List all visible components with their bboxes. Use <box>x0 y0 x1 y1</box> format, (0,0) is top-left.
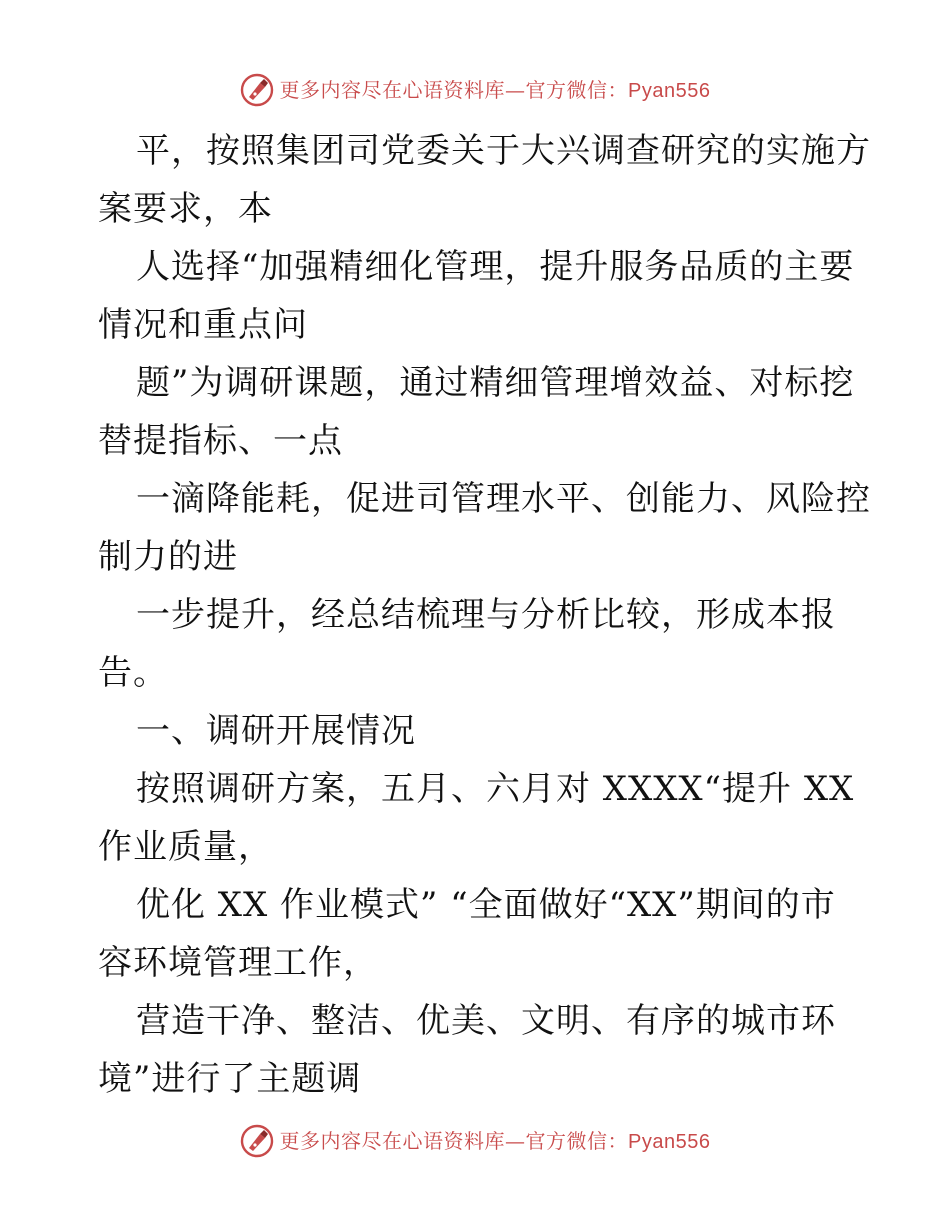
paragraph: 人选择“加强精细化管理，提升服务品质的主要 情况和重点问 <box>98 247 855 345</box>
watermark-text: 更多内容尽在心语资料库—官方微信：Pyan556 <box>279 77 711 102</box>
paragraph: 一步提升，经总结梳理与分析比较，形成本报 告。 <box>98 595 836 693</box>
paragraph: 营造干净、整洁、优美、文明、有序的城市环 境”进行了主题调 <box>98 1001 836 1099</box>
paragraph: 一滴降能耗，促进司管理水平、创能力、风险控 制力的进 <box>98 479 871 577</box>
watermark-text: 更多内容尽在心语资料库—官方微信：Pyan556 <box>279 1128 711 1153</box>
header-watermark <box>0 68 950 112</box>
wechat-id: Pyan556 <box>628 79 711 102</box>
paragraph: 优化 XX 作业模式” “全面做好“XX”期间的市 容环境管理工作， <box>98 885 836 983</box>
wechat-id: Pyan556 <box>628 1130 711 1153</box>
paragraph: 平，按照集团司党委关于大兴调查研究的实施方 案要求，本 <box>98 131 871 229</box>
pen-nib-seal-icon <box>240 73 274 107</box>
paragraph: 题”为调研课题，通过精细管理增效益、对标挖 替提指标、一点 <box>98 363 855 461</box>
paragraph: 按照调研方案，五月、六月对 XXXX“提升 XX 作业质量， <box>98 769 855 867</box>
pen-nib-seal-icon <box>240 1124 274 1158</box>
footer-watermark <box>0 1119 950 1163</box>
document-body <box>98 122 878 1108</box>
section-heading: 一、调研开展情况 <box>136 711 416 751</box>
